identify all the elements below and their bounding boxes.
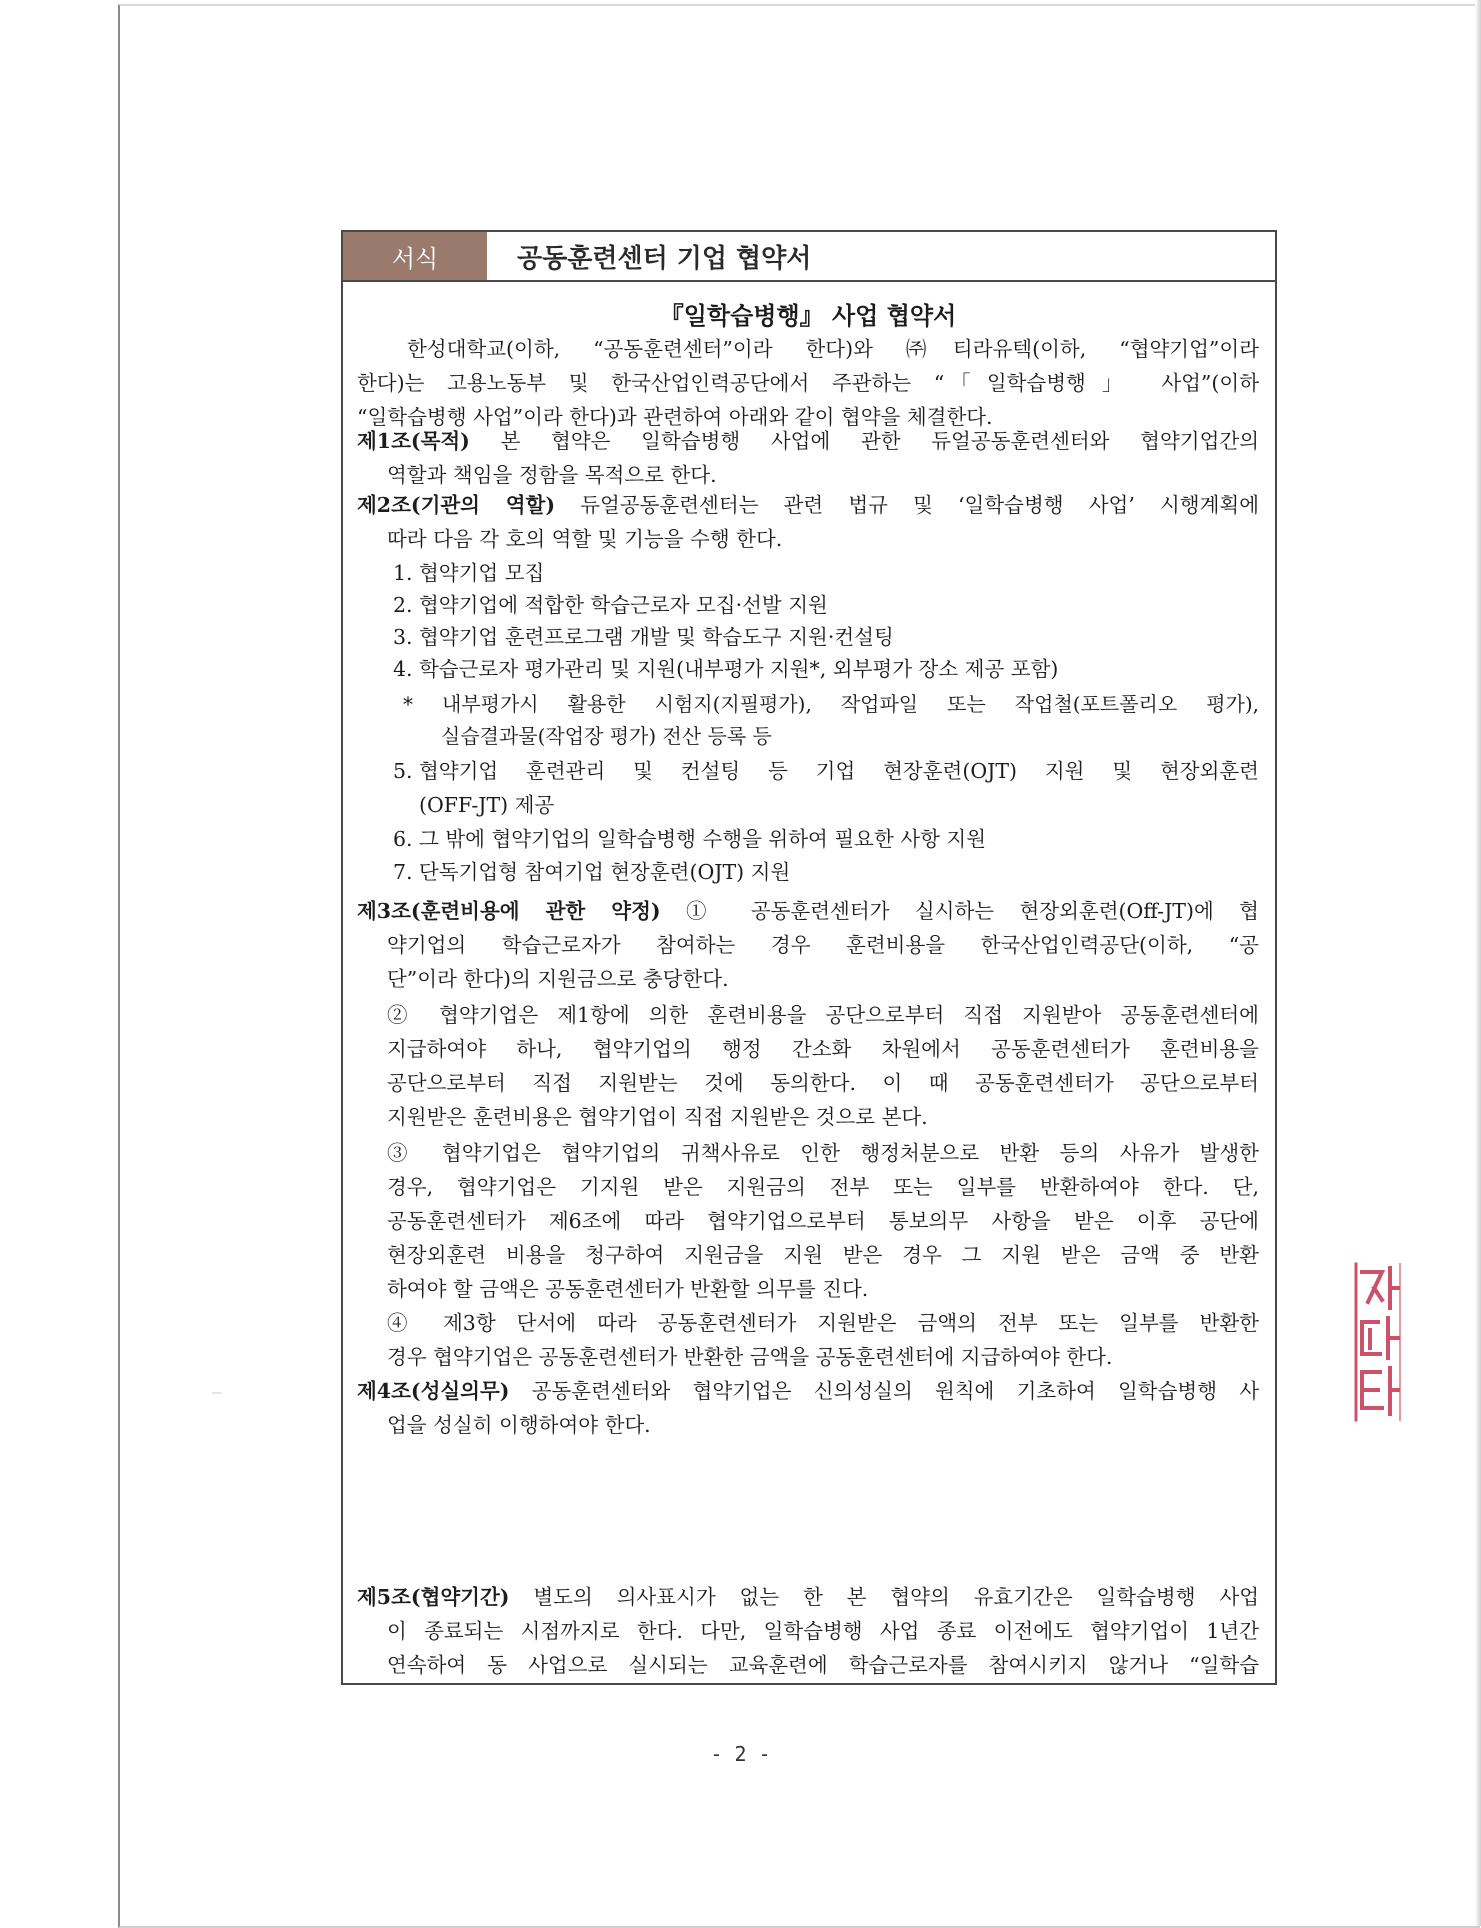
form-title: 공동훈련센터 기업 협약서 xyxy=(517,243,812,274)
list-item: 3. 협약기업 훈련프로그램 개발 및 학습도구 지원·컨설팅 xyxy=(393,625,894,649)
article-5: 제5조(협약기간) 별도의 의사표시가 없는 한 본 협약의 유효기간은 일학습병행 사업 이 종료되는 시점까지로 한다. 다만, 일학습병행 사업 종료 이전에도 협약기업이 1년간 연속하여 동 사업으로 실시되는 교육훈련에 학습근로자를 참여시키지 않거나 “일학습 xyxy=(357,1585,1259,1677)
article-4: 제4조(성실의무) 공동훈련센터와 협약기업은 신의성실의 원칙에 기초하여 일학습병행 사 업을 성실히 이행하여야 한다. xyxy=(357,1379,1259,1437)
article-4-heading: 제4조(성실의무) xyxy=(357,1379,510,1403)
article-3-para-3: ③ 협약기업은 협약기업의 귀책사유로 인한 행정처분으로 반환 등의 사유가 발생한 경우, 협약기업은 기지원 받은 지원금의 전부 또는 일부를 반환하여야 한다. 단, 공동훈련센터가 제6조에 따라 협약기업으로부터 통보의무 사항을 받은 이후 공단에 현장외훈련 비용을 청구하여 지원금을 지원 받은 경우 그 지원 받은 금액 중 반환 하여야 할 금액은 공동훈련센터가 반환할 의무를 진다. xyxy=(387,1141,1259,1301)
intro-line: 한다)는 고용노동부 및 한국산업인력공단에서 주관하는 “「일학습병행」 사업”(이하 xyxy=(357,371,1259,395)
footnote: * 내부평가시 활용한 시험지(지필평가), 작업파일 또는 작업철(포트폴리오 평가), xyxy=(403,692,1259,716)
article-2-text: 듀얼공동훈련센터는 관련 법규 및 ‘일학습병행 사업’ 시행계획에 xyxy=(555,493,1260,517)
list-item: 2. 협약기업에 적합한 학습근로자 모집·선발 지원 xyxy=(393,593,828,617)
article-1-text: 본 협약은 일학습병행 사업에 관한 듀얼공동훈련센터와 협약기업간의 xyxy=(469,429,1259,453)
article-3-para-4: ④ 제3항 단서에 따라 공동훈련센터가 지원받은 금액의 전부 또는 일부를 반환한 경우 협약기업은 공동훈련센터가 반환한 금액을 공동훈련센터에 지급하여야 한다. xyxy=(387,1311,1259,1369)
article-2-text: 따라 다음 각 호의 역할 및 기능을 수행 한다. xyxy=(387,527,783,551)
intro-paragraph xyxy=(357,332,1259,434)
list-item: 5. 협약기업 훈련관리 및 컨설팅 등 기업 현장훈련(OJT) 지원 및 현장외훈련 (OFF-JT) 제공 xyxy=(393,759,1259,817)
article-1-heading: 제1조(목적) xyxy=(357,429,470,453)
form-header xyxy=(343,232,1275,282)
agreement-document xyxy=(341,230,1277,1685)
article-3-para-2: ② 협약기업은 제1항에 의한 훈련비용을 공단으로부터 직접 지원받아 공동훈련센터에 지급하여야 하나, 협약기업의 행정 간소화 차원에서 공동훈련센터가 훈련비용을 공단으로부터 직접 지원받는 것에 동의한다. 이 때 공동훈련센터가 공단으로부터 지원받은 훈련비용은 협약기업이 직접 지원받은 것으로 본다. xyxy=(387,1003,1259,1129)
scan-speck xyxy=(212,1392,222,1394)
article-3-heading: 제3조(훈련비용에 관한 약정) xyxy=(357,899,661,923)
article-1-text: 역할과 책임을 정함을 목적으로 한다. xyxy=(387,463,717,487)
list-item: 7. 단독기업형 참여기업 현장훈련(OJT) 지원 xyxy=(393,860,791,884)
list-item: 4. 학습근로자 평가관리 및 지원(내부평가 지원*, 외부평가 장소 제공 포함) xyxy=(393,657,1059,681)
seal-residue xyxy=(1354,1434,1404,1454)
article-2-heading: 제2조(기관의 역할) xyxy=(357,493,556,517)
article-1 xyxy=(357,424,1259,492)
form-tag: 서식 xyxy=(343,232,487,280)
footnote: 실습결과물(작업장 평가) 전산 등록 등 xyxy=(441,724,772,748)
intro-line: “일학습병행 사업”이라 한다)과 관련하여 아래와 같이 협약을 체결한다. xyxy=(357,405,993,429)
article-3-para-1: 제3조(훈련비용에 관한 약정) ① 공동훈련센터가 실시하는 현장외훈련(Off-JT)에 협 약기업의 학습근로자가 참여하는 경우 훈련비용을 한국산업인력공단(이하, “공 단”이라 한다)의 지원금으로 충당한다. xyxy=(357,899,1259,991)
scan-edge-shadow xyxy=(1475,0,1481,1926)
agreement-title: 『일학습병행』 사업 협약서 xyxy=(659,302,957,330)
page-number: - 2 - xyxy=(710,1742,771,1766)
company-seal-icon xyxy=(1352,1258,1404,1426)
list-item: 6. 그 밖에 협약기업의 일학습병행 수행을 위하여 필요한 사항 지원 xyxy=(393,827,987,851)
intro-line: 한성대학교(이하, “공동훈련센터”이라 한다)와 ㈜티라유텍(이하, “협약기업”이라 xyxy=(407,337,1259,361)
article-5-heading: 제5조(협약기간) xyxy=(357,1585,510,1609)
article-2 xyxy=(357,488,1259,556)
list-item: 1. 협약기업 모집 xyxy=(393,561,545,585)
